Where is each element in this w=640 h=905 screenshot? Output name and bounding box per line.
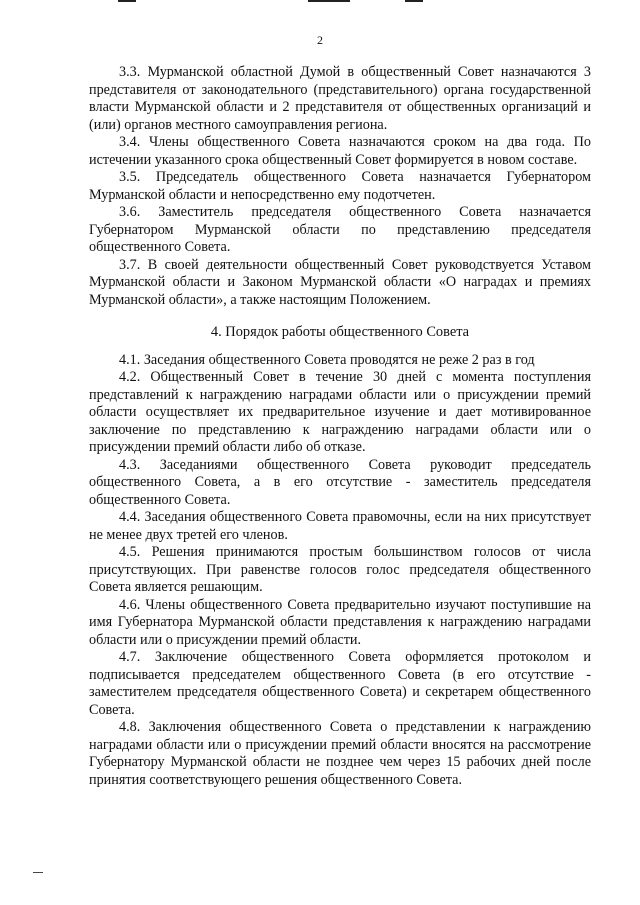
paragraph-4-6: 4.6. Члены общественного Совета предварительно изучают поступившие на имя Губернатора Мурманской области представления к награждению наградами области или о присуждении премий области. (89, 596, 591, 648)
paragraph-4-8: 4.8. Заключения общественного Совета о представлении к награждению наградами области или о присуждении премий области вносятся на рассмотрение Губернатору Мурманской области не позднее чем через 15 рабочих дней после принятия соответствующего решения общественного Совета. (89, 719, 591, 788)
paragraph-3-5: 3.5. Председатель общественного Совета назначается Губернатором Мурманской области и непосредственно ему подотчетен. (89, 169, 591, 203)
paragraph-4-1: 4.1. Заседания общественного Совета проводятся не реже 2 раз в год (119, 351, 535, 368)
page-number: 2 (317, 33, 323, 47)
scan-mark-right (405, 0, 423, 2)
scan-mark-bottom (33, 872, 43, 873)
paragraph-4-3: 4.3. Заседаниями общественного Совета руководит председатель общественного Совета, а в его отсутствие - заместитель председателя общественного Совета. (89, 456, 591, 508)
scan-mark-left (118, 0, 136, 2)
paragraph-3-3: 3.3. Мурманской областной Думой в общественный Совет назначаются 3 представителя от законодательного (представительного) органа государственной власти Мурманской области и 2 представителя от общественных организаций и (или) органов местного самоуправления региона. (89, 64, 591, 133)
paragraph-3-6: 3.6. Заместитель председателя общественного Совета назначается Губернатором Мурманской области по представлению председателя общественного Совета. (89, 204, 591, 255)
section-heading: 4. Порядок работы общественного Совета (210, 324, 470, 340)
document-body (89, 64, 591, 789)
paragraph-3-4: 3.4. Члены общественного Совета назначаются сроком на два года. По истечении указанного срока общественный Совет формируется в новом составе. (89, 134, 591, 168)
paragraph-4-7: 4.7. Заключение общественного Совета оформляется протоколом и подписывается председателем общественного Совета (в его отсутствие - заместителем председателя общественного Совета) и секретарем общественного Совета. (89, 649, 591, 718)
scan-mark-center (308, 0, 350, 2)
paragraph-4-4: 4.4. Заседания общественного Совета правомочны, если на них присутствует не менее двух третей его членов. (89, 509, 591, 543)
paragraph-4-5: 4.5. Решения принимаются простым большинством голосов от числа присутствующих. При равенстве голосов голос председателя общественного Совета является решающим. (89, 544, 591, 595)
paragraph-3-7: 3.7. В своей деятельности общественный Совет руководствуется Уставом Мурманской области и Законом Мурманской области «О наградах и премиях Мурманской области», а также настоящим Положением. (89, 256, 591, 308)
paragraph-4-2: 4.2. Общественный Совет в течение 30 дней с момента поступления представлений к награждению наградами области или о присуждении премий области осуществляет их предварительное изучение и дает мотивированное заключение по представлению к награждению наградами области или о присуждении премий области либо об отказе. (89, 369, 591, 455)
